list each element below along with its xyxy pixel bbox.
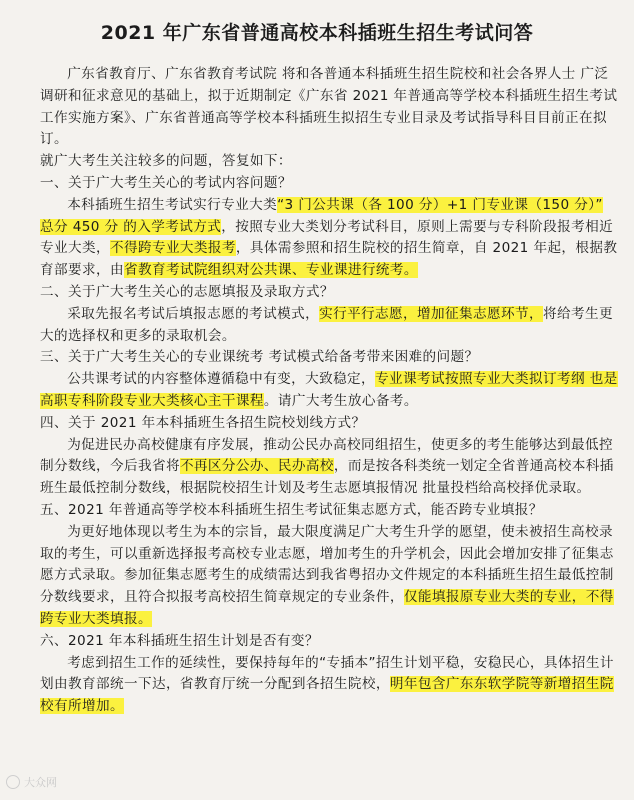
question-2: 二、关于广大考生关心的志愿填报及录取方式？ (40, 283, 334, 300)
answer-1-text: ，按照专业大类划分考试科目，原则上需要与专科阶段报考相近专业大类， (40, 218, 614, 257)
answer-1 (40, 195, 620, 282)
answer-5 (40, 522, 620, 631)
answer-2-text: 采取先报名考试后填报志愿的考试模式， (67, 305, 320, 322)
answer-4 (40, 435, 620, 500)
answer-4-highlight: 不再区分公办、民办高校 (179, 458, 334, 475)
answer-3-highlight: 专业课考试按照专业大类拟订考纲 也是高职专科阶段专业大类核心主干课程 (40, 371, 618, 409)
question-6: 六、2021 年本科插班生招生计划是否有变？ (40, 632, 319, 649)
question-3: 三、关于广大考生关心的专业课统考 考试模式给备考带来困难的问题？ (40, 349, 479, 366)
document-title: 2021 年广东省普通高校本科插班生招生考试问答 (100, 22, 534, 44)
question-5: 五、2021 年普通高等学校本科插班生招生考试征集志愿方式，能否跨专业填报？ (40, 501, 543, 518)
answer-2 (40, 304, 620, 348)
intro-lead-in: 就广大考生关注较多的问题，答复如下： (40, 153, 292, 170)
document-body (40, 64, 620, 718)
answer-2-highlight: 实行平行志愿，增加征集志愿环节， (319, 305, 543, 322)
watermark-logo-icon (6, 775, 20, 789)
question-4: 四、关于 2021 年本科插班生各招生院校划线方式？ (40, 414, 366, 431)
answer-5-highlight: 仅能填报原专业大类的专业，不得跨专业大类填报。 (40, 589, 614, 627)
answer-1-highlight-exam-format: “3 门公共课（各 100 分）+1 门专业课（150 分）” 总分 450 分 的入学考试方式 (40, 196, 603, 235)
question-1: 一、关于广大考生关心的考试内容问题？ (40, 174, 292, 191)
answer-3-text: 公共课考试的内容整体遵循稳中有变，大致稳定， (67, 371, 376, 388)
answer-3-text: 。请广大考生放心备考。 (263, 392, 418, 409)
answer-3 (40, 369, 620, 413)
answer-1-text: 本科插班生招生考试实行专业大类 (67, 196, 278, 213)
answer-4-text: 为促进民办高校健康有序发展，推动公民办高校同组招生，使更多的考生能够达到最低控制分数线，今后我省将 (40, 436, 613, 475)
answer-1-text: ，具体需参照和招生院校的招生简章，自 2021 年起，根据教育部要求，由 (40, 240, 618, 279)
answer-6 (40, 653, 620, 718)
intro-paragraph: 广东省教育厅、广东省教育考试院 将和各普通本科插班生招生院校和社会各界人士 广泛调研和征求意见的基础上，拟于近期制定《广东省 2021 年普通高等学校本科插班生招生考试 工作实施方案》、广东省普通高等学校本科插班生拟招生专业目录及考试指导科目目前正在拟订。 (40, 66, 618, 148)
watermark-text: 大众网 (24, 776, 57, 789)
answer-6-highlight: 明年包含广东东软学院等新增招生院校有所增加。 (40, 676, 614, 715)
answer-1-highlight-unified-exam: 省教育考试院组织对公共课、专业课进行统考。 (123, 262, 418, 279)
answer-6-text: 考虑到招生工作的延续性，要保持每年的“专插本”招生计划平稳，安稳民心，具体招生计划由教育部统一下达，省教育厅统一分配到各招生院校， (40, 654, 614, 693)
answer-5-text: 为更好地体现以考生为本的宗旨，最大限度满足广大考生升学的愿望，使未被招生高校录取的考生，可以重新选择报考高校专业志愿，增加考生的升学机会，因此会增加安排了征集志愿方式录取。参加征集志愿考生的成绩需达到我省粤招办文件规定的本科插班生招生最低控制分数线要求，且符合拟报考高校招生简章规定的专业条件， (40, 523, 614, 606)
answer-2-text: 将给考生更大的选择权和更多的录取机会。 (40, 305, 613, 344)
watermark (6, 774, 57, 790)
answer-1-highlight-no-cross-major: 不得跨专业大类报考 (109, 240, 236, 257)
answer-4-text: ，而是按各科类统一划定全省普通高校本科插班生最低控制分数线，根据院校招生计划及考生志愿填报情况 批量投档给高校择优录取。 (40, 458, 614, 497)
